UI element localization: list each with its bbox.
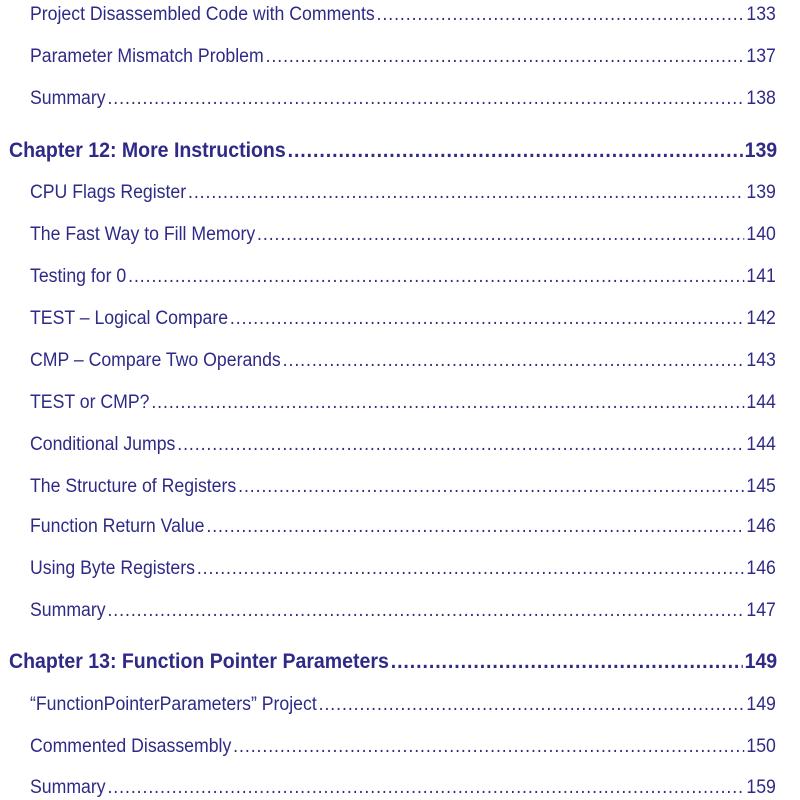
toc-entry-title: “FunctionPointerParameters” Project — [30, 694, 317, 715]
toc-chapter-heading[interactable] — [9, 139, 777, 163]
toc-entry-title: Summary — [30, 88, 106, 109]
toc-entry[interactable] — [30, 392, 776, 414]
toc-entry-page: 141 — [746, 266, 776, 287]
toc-entry-title: Parameter Mismatch Problem — [30, 46, 264, 67]
toc-entry-title: Commented Disassembly — [30, 736, 232, 757]
toc-entry-page: 145 — [746, 476, 776, 497]
toc-entry[interactable] — [30, 736, 776, 758]
toc-chapter-title: Chapter 13: Function Pointer Parameters — [9, 650, 389, 673]
toc-entry-title: Testing for 0 — [30, 266, 127, 287]
toc-entry-page: 144 — [746, 392, 776, 413]
toc-entry[interactable] — [30, 308, 776, 330]
dot-leader — [266, 46, 745, 68]
dot-leader — [107, 600, 744, 622]
dot-leader — [230, 308, 745, 330]
dot-leader — [188, 182, 745, 204]
toc-entry[interactable] — [30, 558, 776, 580]
toc-entry-page: 140 — [746, 224, 776, 245]
toc-entry[interactable] — [30, 434, 776, 456]
toc-entry[interactable] — [30, 224, 776, 246]
toc-entry[interactable] — [30, 46, 776, 68]
dot-leader — [206, 516, 744, 538]
toc-entry-title: TEST – Logical Compare — [30, 308, 229, 329]
toc-entry-title: Summary — [30, 777, 106, 798]
toc-entry-page: 144 — [746, 434, 776, 455]
dot-leader — [257, 224, 744, 246]
toc-entry-title: CMP – Compare Two Operands — [30, 350, 281, 371]
dot-leader — [377, 4, 745, 26]
toc-entry-page: 146 — [746, 558, 776, 579]
toc-entry[interactable] — [30, 88, 776, 110]
toc-chapter-page: 139 — [744, 139, 778, 162]
toc-entry-page: 143 — [746, 350, 776, 371]
toc-chapter-page: 149 — [744, 650, 778, 673]
toc-chapter-heading[interactable] — [9, 650, 777, 674]
dot-leader — [107, 777, 744, 799]
dot-leader — [238, 476, 744, 498]
toc-entry-title: The Fast Way to Fill Memory — [30, 224, 256, 245]
toc-entry-page: 138 — [746, 88, 776, 109]
toc-entry-title: Conditional Jumps — [30, 434, 176, 455]
dot-leader — [151, 392, 744, 414]
toc-entry-page: 137 — [746, 46, 776, 67]
toc-entry[interactable] — [30, 777, 776, 799]
dot-leader — [197, 558, 745, 580]
toc-entry-page: 142 — [746, 308, 776, 329]
toc-entry-page: 139 — [746, 182, 776, 203]
dot-leader — [391, 650, 743, 674]
toc-chapter-title: Chapter 12: More Instructions — [9, 139, 286, 162]
toc-entry[interactable] — [30, 516, 776, 538]
toc-entry-title: Using Byte Registers — [30, 558, 195, 579]
toc-entry[interactable] — [30, 266, 776, 288]
toc-entry-title: Function Return Value — [30, 516, 205, 537]
dot-leader — [283, 350, 745, 372]
toc-entry-title: CPU Flags Register — [30, 182, 187, 203]
toc-entry-page: 147 — [746, 600, 776, 621]
dot-leader — [233, 736, 744, 758]
dot-leader — [128, 266, 744, 288]
toc-entry-page: 150 — [746, 736, 776, 757]
toc-entry[interactable] — [30, 600, 776, 622]
toc-entry-title: Summary — [30, 600, 106, 621]
toc-entry[interactable] — [30, 182, 776, 204]
toc-entry-title: Project Disassembled Code with Comments — [30, 4, 375, 25]
toc-entry-page: 159 — [746, 777, 776, 798]
dot-leader — [107, 88, 744, 110]
toc-entry[interactable] — [30, 476, 776, 498]
toc-entry-page: 133 — [746, 4, 776, 25]
dot-leader — [319, 694, 745, 716]
dot-leader — [288, 139, 743, 163]
toc-entry[interactable] — [30, 4, 776, 26]
toc-entry[interactable] — [30, 694, 776, 716]
toc-entry-title: The Structure of Registers — [30, 476, 237, 497]
toc-entry-page: 149 — [746, 694, 776, 715]
toc-entry-page: 146 — [746, 516, 776, 537]
toc-entry-title: TEST or CMP? — [30, 392, 150, 413]
toc-entry[interactable] — [30, 350, 776, 372]
dot-leader — [177, 434, 744, 456]
